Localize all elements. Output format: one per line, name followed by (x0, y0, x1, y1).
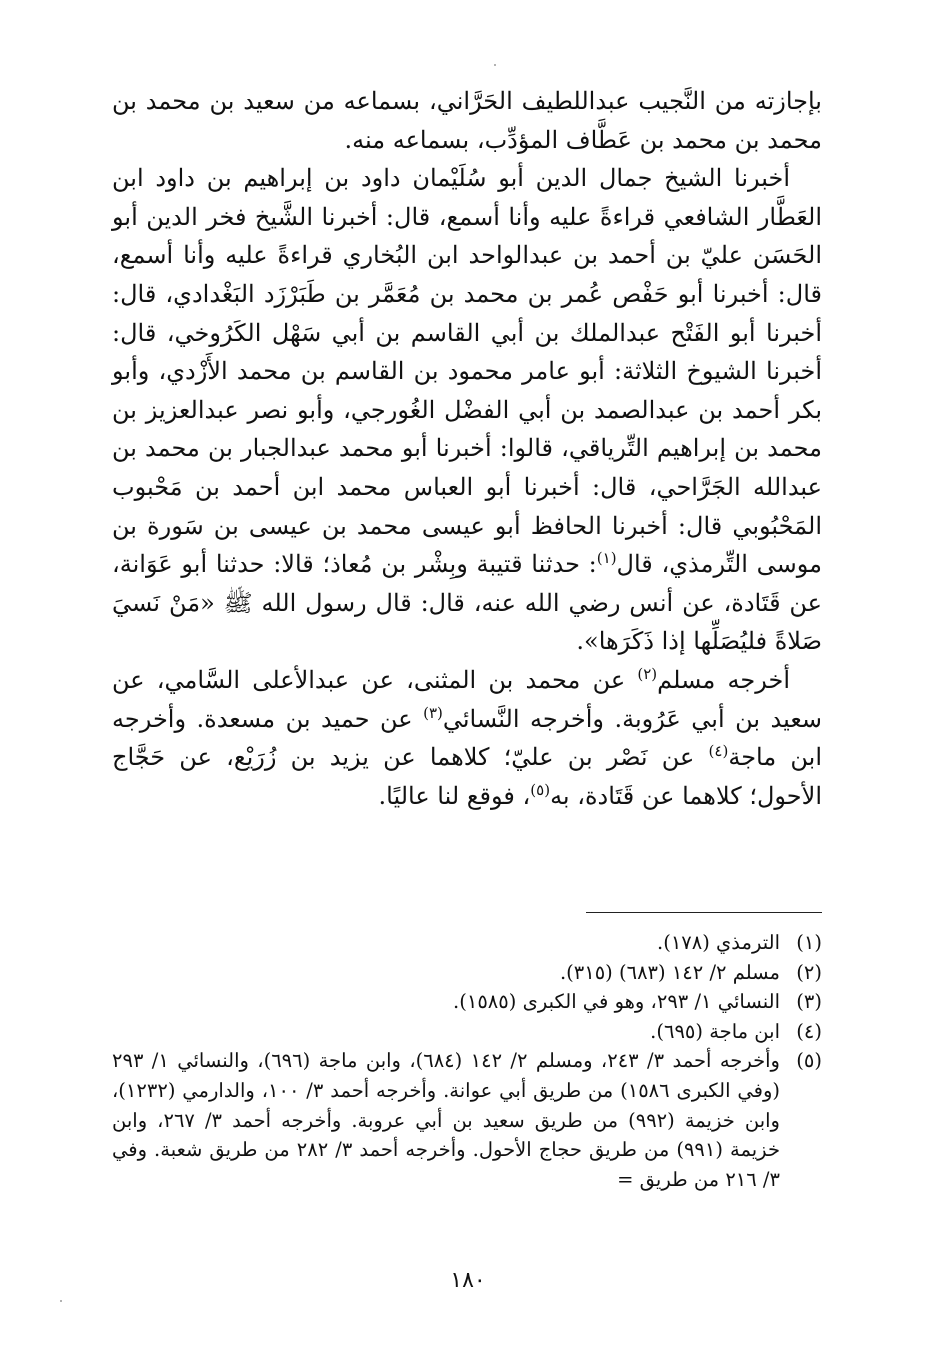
body-text: بإجازته من النَّجيب عبداللطيف الحَرَّاني، بسماعه من سعيد بن محمد بن محمد بن محمد بن عَطَّاف المؤدِّب، بسماعه منه. (112, 87, 822, 154)
body-text: : حدثنا قتيبة وبِشْر بن مُعاذ؛ قالا: حدثنا أبو عَوَانة، عن قَتَادة، عن أنس رضي الله عنه، قال: قال رسول الله ﷺ «مَنْ نَسيَ صَلاةً فليُصَلِّها إذا ذَكَرَها». (112, 550, 822, 656)
footnote-number: (٤) (796, 1019, 822, 1043)
footnote (112, 958, 822, 988)
body-text: عن حميد بن مسعدة. وأخرجه ابن ماجة (112, 704, 822, 772)
footnote-text: مسلم ٢/ ١٤٢ (٦٨٣) (٣١٥). (559, 960, 780, 984)
footnote (112, 1046, 822, 1194)
body-text: عن محمد بن المثنى، عن عبدالأعلى السَّامي، عن سعيد بن أبي عَرُوبة. وأخرجه النَّسائي (112, 665, 823, 733)
body-paragraph (112, 82, 822, 159)
footnote-marker: (٣) (423, 703, 443, 722)
footnote-number: (١) (796, 931, 822, 954)
footnote-text: النسائي ١/ ٢٩٣، وهو في الكبرى (١٥٨٥). (453, 990, 780, 1014)
body-text: أخبرنا الشيخ جمال الدين أبو سُلَيْمان داود بن إبراهيم بن داود ابن العَطَّار الشافعي قراءةً عليه وأنا أسمع، قال: أخبرنا الشَّيخ فخر الدين أبو الحَسَن عليّ بن أحمد بن عبدالواحد ابن البُخاري قراءةً عليه وأنا أسمع، قال: أخبرنا أبو حَفْص عُمر بن محمد بن مُعَمَّر بن طَبَرْزَد البَغْدادي، قال: أخبرنا أبو الفَتْح عبدالملك بن أبي القاسم بن أبي سَهْل الكَرُوخي، قال: أخبرنا الشيوخ الثلاثة: أبو عامر محمود بن القاسم بن محمد الأَزْدي، وأبو بكر أحمد بن عبدالصمد بن أبي الفضْل الغُورجي، وأبو نصر عبدالعزيز بن محمد بن إبراهيم التِّرياقي، قالوا: أخبرنا أبو محمد عبدالجبار بن محمد بن عبدالله الجَرَّاحي، قال: أخبرنا أبو العباس محمد ابن أحمد بن مَحْبوب المَحْبُوبي قال: أخبرنا الحافظ أبو عيسى محمد بن عيسى بن سَورة بن موسى التِّرمذي، قال (112, 164, 823, 579)
main-text (112, 82, 822, 815)
footnote-text: الترمذي (١٧٨). (657, 931, 780, 954)
footnote-number: (٣) (796, 990, 822, 1014)
footnote-text: وأخرجه أحمد ٣/ ٢٤٣، ومسلم ٢/ ١٤٢ (٦٨٤)، وابن ماجة (٦٩٦)، والنسائي ١/ ٢٩٣ (وفي الكبرى ١٥٨٦) من طريق أبي عوانة. وأخرجه أحمد ٣/ ١٠٠، والدارمي (١٢٣٢)، وابن خزيمة (٩٩٢) من طريق سعيد بن أبي عروبة. وأخرجه أحمد ٣/ ٢٦٧، وابن خزيمة (٩٩١) من طريق حجاج الأحول. وأخرجه أحمد ٣/ ٢٨٢ من طريق شعبة. وفي ٣/ ٢١٦ من طريق = (112, 1049, 780, 1191)
footnote-text: ابن ماجة (٦٩٥). (650, 1019, 780, 1043)
footnote (112, 1017, 822, 1047)
footnote (112, 928, 822, 958)
footnote-separator (586, 912, 822, 913)
footnote-marker: (٥) (530, 780, 551, 799)
footnote-marker: (٤) (708, 742, 729, 761)
body-paragraph (112, 661, 822, 815)
footnote (112, 987, 822, 1017)
scan-speck (494, 64, 496, 66)
footnote-number: (٥) (796, 1049, 822, 1073)
footnotes (112, 928, 822, 1194)
page-number: ١٨٠ (450, 1268, 486, 1293)
body-text: ، فوقع لنا عاليًا. (378, 781, 531, 810)
body-text: أخرجه مسلم (657, 665, 790, 694)
body-text: عن نَصْر بن عليّ؛ كلاهما عن يزيد بن زُرَيْع، عن حَجَّاج الأحول؛ كلاهما عن قَتَادة، به (112, 743, 822, 810)
body-paragraph (112, 159, 822, 661)
scan-speck (60, 1300, 62, 1302)
footnote-marker: (١) (596, 549, 617, 568)
footnote-number: (٢) (796, 960, 822, 984)
footnote-marker: (٢) (637, 664, 658, 683)
